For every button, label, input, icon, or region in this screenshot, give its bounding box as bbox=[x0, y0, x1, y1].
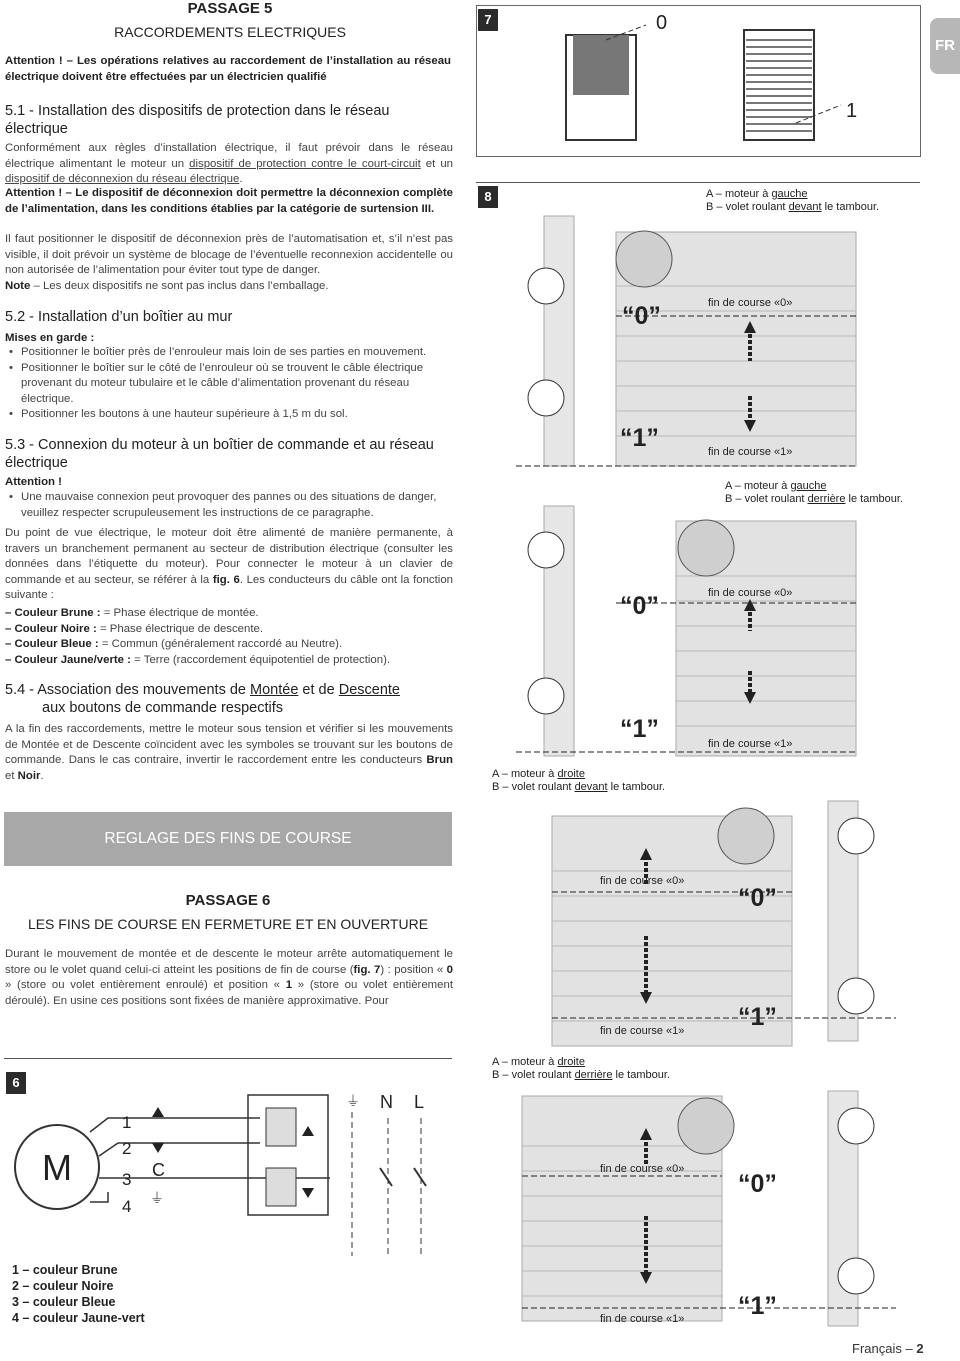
figure-7-number: 7 bbox=[478, 9, 498, 31]
wire-text: = Phase électrique de montée. bbox=[100, 607, 259, 619]
caption-a: A – moteur à bbox=[725, 480, 791, 492]
caption-b: B – volet roulant bbox=[492, 781, 575, 793]
s54-end: . bbox=[40, 769, 44, 782]
s51-p1-a: Conformément aux règles d’installation électrique, il faut prévoir dans le réseau électrique alimentant le moteur un bbox=[5, 142, 453, 170]
caption-b-post: le tambour. bbox=[821, 201, 880, 213]
s51-paragraph bbox=[5, 141, 453, 188]
figure-8-frame bbox=[476, 182, 920, 183]
list-item: • Positionner le boîtier sur le côté de l’enrouleur où se trouvent le câble électrique provenant du moteur tubulaire et le câble d’alimentation provenant du réseau électrique. bbox=[21, 361, 453, 408]
drum bbox=[718, 808, 774, 864]
limit-label-1: fin de course «1» bbox=[600, 1025, 685, 1037]
wire-label: – Couleur Bleue : bbox=[5, 638, 99, 651]
s52-heading: 5.2 - Installation d’un boîtier au mur bbox=[5, 309, 233, 325]
limit-quote-0: “0” bbox=[738, 884, 777, 912]
list-item: • Une mauvaise connexion peut provoquer des pannes ou des situations de danger, veuillez respecter scrupuleusement les instructions de ce paragraphe. bbox=[21, 490, 453, 521]
language-tab: FR bbox=[930, 18, 960, 74]
p6-one: 1 bbox=[285, 979, 293, 992]
p6-d: » (store ou volet entièrement déroulé). En usine ces positions sont fixées de manière approximative. Pour bbox=[5, 979, 454, 1007]
limit-quote-1: “1” bbox=[620, 424, 659, 452]
page-footer bbox=[852, 1341, 924, 1356]
s54-heading-b: et de bbox=[298, 682, 339, 698]
figure-8-panel-right-front bbox=[476, 796, 920, 1050]
motor-end-icon bbox=[838, 1108, 874, 1144]
wire-label: – Couleur Brune : bbox=[5, 607, 101, 619]
figure-6-wiring-diagram bbox=[0, 1060, 460, 1260]
limit-label-1: fin de course «1» bbox=[708, 738, 793, 750]
section-banner: REGLAGE DES FINS DE COURSE bbox=[4, 812, 452, 866]
motor-end-icon bbox=[528, 268, 564, 304]
wire-1 bbox=[90, 1118, 260, 1132]
terminal-1: 1 bbox=[122, 1113, 132, 1132]
limit-quote-1: “1” bbox=[738, 1292, 777, 1320]
caption-b: B – volet roulant bbox=[725, 493, 808, 505]
list-item: • Positionner le boîtier près de l’enrouleur mais loin de ses parties en mouvement. bbox=[21, 345, 453, 361]
s54-heading-c: aux boutons de commande respectifs bbox=[42, 700, 283, 716]
p6-b: ) : position « bbox=[380, 963, 447, 976]
legend-item: 3 – couleur Bleue bbox=[12, 1295, 116, 1309]
figure-6-number: 6 bbox=[6, 1072, 26, 1094]
wire-row bbox=[5, 622, 453, 638]
s53-p1-a: Du point de vue électrique, le moteur doit être alimenté de manière permanente, à travers un branchement permanent au secteur de distribution électrique (consulter les données dans l’étiquette du moteur). Pour connecter le moteur à un clavier de commande et au secteur, se référer à la bbox=[5, 527, 453, 586]
up-arrow-icon bbox=[152, 1107, 164, 1117]
limit-label-0: fin de course «0» bbox=[708, 587, 793, 599]
caption-b-word: devant bbox=[788, 201, 822, 213]
s53-p1-b: . Les conducteurs du câble ont la fonction suivante : bbox=[5, 573, 453, 602]
s51-p1-c: . bbox=[239, 173, 243, 186]
passage5-attention: Attention ! – Les opérations relatives au raccordement de l’installation au réseau électrique doivent être effectuées par un électricien qualifié bbox=[5, 55, 451, 83]
figure-8-panel-left-back bbox=[476, 476, 920, 766]
terminal-2: 2 bbox=[122, 1139, 132, 1158]
ground-icon: ⏚ bbox=[150, 1190, 164, 1206]
passage6-title-block bbox=[4, 892, 452, 933]
s51-attention: Attention ! – Le dispositif de déconnexion doit permettre la déconnexion complète de l’alimentation, dans les conditions établies par la catégorie de surtension III. bbox=[5, 187, 453, 215]
caption-a-word: gauche bbox=[771, 188, 808, 200]
legend-item: 4 – couleur Jaune-vert bbox=[12, 1311, 145, 1325]
passage5-title-block bbox=[0, 0, 460, 41]
s51-p1-link2: dispositif de déconnexion du réseau électrique bbox=[5, 173, 240, 186]
wire-text: = Commun (généralement raccordé au Neutre). bbox=[98, 638, 343, 651]
caption-a-word: gauche bbox=[790, 480, 827, 492]
p6-fig: fig. 7 bbox=[353, 963, 381, 976]
button-up bbox=[266, 1108, 296, 1146]
s51-p2: Il faut positionner le dispositif de déconnexion près de l’automatisation et, s’il n’est pas visible, il doit prévoir un système de blocage de l’éventuelle reconnexion accidentelle ou non autorisée de l’alimentation pour éviter tout type de danger. bbox=[5, 233, 453, 277]
limit-quote-0: “0” bbox=[738, 1170, 777, 1198]
wire-row bbox=[5, 637, 453, 653]
s54-heading-montee: Montée bbox=[250, 682, 299, 698]
motor-end-icon bbox=[528, 678, 564, 714]
figure-6-legend bbox=[12, 1262, 145, 1326]
legend-item: 2 – couleur Noire bbox=[12, 1279, 114, 1293]
s51-note-label: Note bbox=[5, 279, 31, 292]
s54-heading bbox=[5, 681, 453, 717]
disconnect-switch bbox=[380, 1168, 426, 1186]
limit-label-1: fin de course «1» bbox=[708, 446, 793, 458]
footer-dash: – bbox=[901, 1341, 917, 1356]
list-item: • Positionner les boutons à une hauteur supérieure à 1,5 m du sol. bbox=[21, 407, 453, 423]
s54-p-a: A la fin des raccordements, mettre le moteur sous tension et vérifier si les mouvements de Montée et de Descente coïncident avec les symboles se trouvant sur les boutons de commande. Dans le cas contraire, invertir le raccordement entre les conducteurs bbox=[5, 723, 453, 767]
wire-text: = Phase électrique de descente. bbox=[96, 622, 264, 635]
p6-a: Durant le mouvement de montée et de descente le moteur arrête automatiquement le store ou le volet quand celui-ci atteint les positions de fin de course ( bbox=[5, 948, 453, 976]
caption-b-post: le tambour. bbox=[612, 1069, 670, 1081]
caption-a: A – moteur à bbox=[492, 768, 558, 780]
figure-8-panel-right-back bbox=[476, 1086, 920, 1336]
s53-paragraph bbox=[5, 526, 453, 604]
caption-b: B – volet roulant bbox=[706, 201, 789, 213]
wire-row bbox=[5, 653, 453, 669]
footer-language: Français bbox=[852, 1341, 902, 1356]
s53-p1-fig: fig. 6 bbox=[212, 573, 240, 586]
caption bbox=[492, 768, 665, 794]
s53-wires bbox=[5, 606, 453, 668]
motor-end-icon bbox=[528, 380, 564, 416]
caption-b-word: derrière bbox=[574, 1069, 613, 1081]
limit-quote-1: “1” bbox=[620, 715, 659, 743]
s53-list bbox=[5, 490, 453, 521]
position-0-label: 0 bbox=[656, 12, 668, 34]
caption-b: B – volet roulant bbox=[492, 1069, 575, 1081]
caption bbox=[706, 188, 879, 214]
common-label: C bbox=[152, 1160, 165, 1180]
passage5-subtitle: RACCORDEMENTS ELECTRIQUES bbox=[114, 24, 346, 40]
limit-quote-0: “0” bbox=[620, 592, 659, 620]
s52-list bbox=[5, 345, 453, 423]
figure-8-number: 8 bbox=[478, 186, 498, 208]
drum bbox=[678, 520, 734, 576]
wire-text: = Terre (raccordement équipotentiel de protection). bbox=[130, 653, 391, 666]
drum bbox=[616, 231, 672, 287]
motor-end-icon bbox=[838, 1258, 874, 1294]
s51-p1-link: dispositif de protection contre le court-circuit bbox=[189, 157, 421, 170]
motor-end-icon bbox=[838, 978, 874, 1014]
limit-label-0: fin de course «0» bbox=[600, 875, 685, 887]
motor-label: M bbox=[42, 1147, 72, 1188]
caption-a-word: droite bbox=[557, 1056, 585, 1068]
s51-paragraph2 bbox=[5, 232, 453, 294]
roller-shutter-rolled bbox=[573, 35, 629, 95]
caption-b-word: derrière bbox=[807, 493, 846, 505]
limit-label-0: fin de course «0» bbox=[708, 297, 793, 309]
caption bbox=[492, 1056, 670, 1082]
motor-end-icon bbox=[838, 818, 874, 854]
neutral-label: N bbox=[380, 1092, 393, 1112]
caption-a-word: droite bbox=[557, 768, 585, 780]
button-down bbox=[266, 1168, 296, 1206]
p6-c: » (store ou volet entièrement enroulé) et position « bbox=[5, 979, 286, 992]
s52-mises: Mises en garde : bbox=[5, 332, 95, 344]
figure-8-panel-left-front bbox=[476, 186, 920, 476]
s54-paragraph bbox=[5, 722, 453, 784]
page-number: 2 bbox=[916, 1341, 924, 1356]
wire-4 bbox=[90, 1192, 108, 1202]
caption-a: A – moteur à bbox=[492, 1056, 558, 1068]
wire-row bbox=[5, 606, 453, 622]
motor-end-icon bbox=[528, 532, 564, 568]
s51-p1-b: et un bbox=[420, 157, 454, 170]
down-arrow-icon bbox=[152, 1143, 164, 1153]
s54-heading-a: 5.4 - Association des mouvements de bbox=[5, 682, 251, 698]
passage6-paragraph bbox=[5, 947, 453, 1009]
passage5-title: PASSAGE 5 bbox=[187, 0, 273, 17]
earth-symbol-icon: ⏚ bbox=[346, 1093, 360, 1109]
line-label: L bbox=[414, 1092, 425, 1112]
drum bbox=[678, 1098, 734, 1154]
terminal-4: 4 bbox=[122, 1197, 132, 1216]
s54-brun: Brun bbox=[426, 754, 453, 767]
s51-note: – Les deux dispositifs ne sont pas inclus dans l’emballage. bbox=[30, 279, 329, 292]
s54-noir: Noir bbox=[17, 769, 41, 782]
caption-b-post: le tambour. bbox=[845, 493, 903, 505]
passage6-subtitle: LES FINS DE COURSE EN FERMETURE ET EN OUVERTURE bbox=[27, 916, 429, 932]
limit-label-1: fin de course «1» bbox=[600, 1313, 685, 1325]
figure-7-illustration bbox=[476, 5, 920, 157]
s54-et: et bbox=[5, 769, 18, 782]
caption-b-word: devant bbox=[574, 781, 608, 793]
switch-down-arrow-icon bbox=[302, 1188, 314, 1198]
caption-b-post: le tambour. bbox=[607, 781, 666, 793]
limit-label-0: fin de course «0» bbox=[600, 1163, 685, 1175]
terminal-3: 3 bbox=[122, 1170, 132, 1189]
switch-up-arrow-icon bbox=[302, 1126, 314, 1136]
s53-heading: 5.3 - Connexion du moteur à un boîtier de commande et au réseau électrique bbox=[5, 437, 434, 471]
limit-quote-0: “0” bbox=[622, 302, 661, 330]
s53-attention: Attention ! bbox=[5, 476, 62, 488]
passage6-title: PASSAGE 6 bbox=[185, 892, 271, 909]
position-1-label: 1 bbox=[846, 100, 858, 122]
caption-a: A – moteur à bbox=[706, 188, 772, 200]
legend-item: 1 – couleur Brune bbox=[12, 1263, 118, 1277]
drum-panel bbox=[544, 216, 574, 466]
p6-zero: 0 bbox=[446, 963, 453, 976]
s54-heading-descente: Descente bbox=[338, 682, 400, 698]
wire-label: – Couleur Jaune/verte : bbox=[5, 653, 131, 666]
s51-heading: 5.1 - Installation des dispositifs de protection dans le réseau électrique bbox=[5, 103, 390, 137]
wire-label: – Couleur Noire : bbox=[5, 622, 97, 635]
caption bbox=[725, 480, 903, 506]
limit-quote-1: “1” bbox=[738, 1003, 777, 1031]
figure-6-frame bbox=[4, 1058, 452, 1059]
